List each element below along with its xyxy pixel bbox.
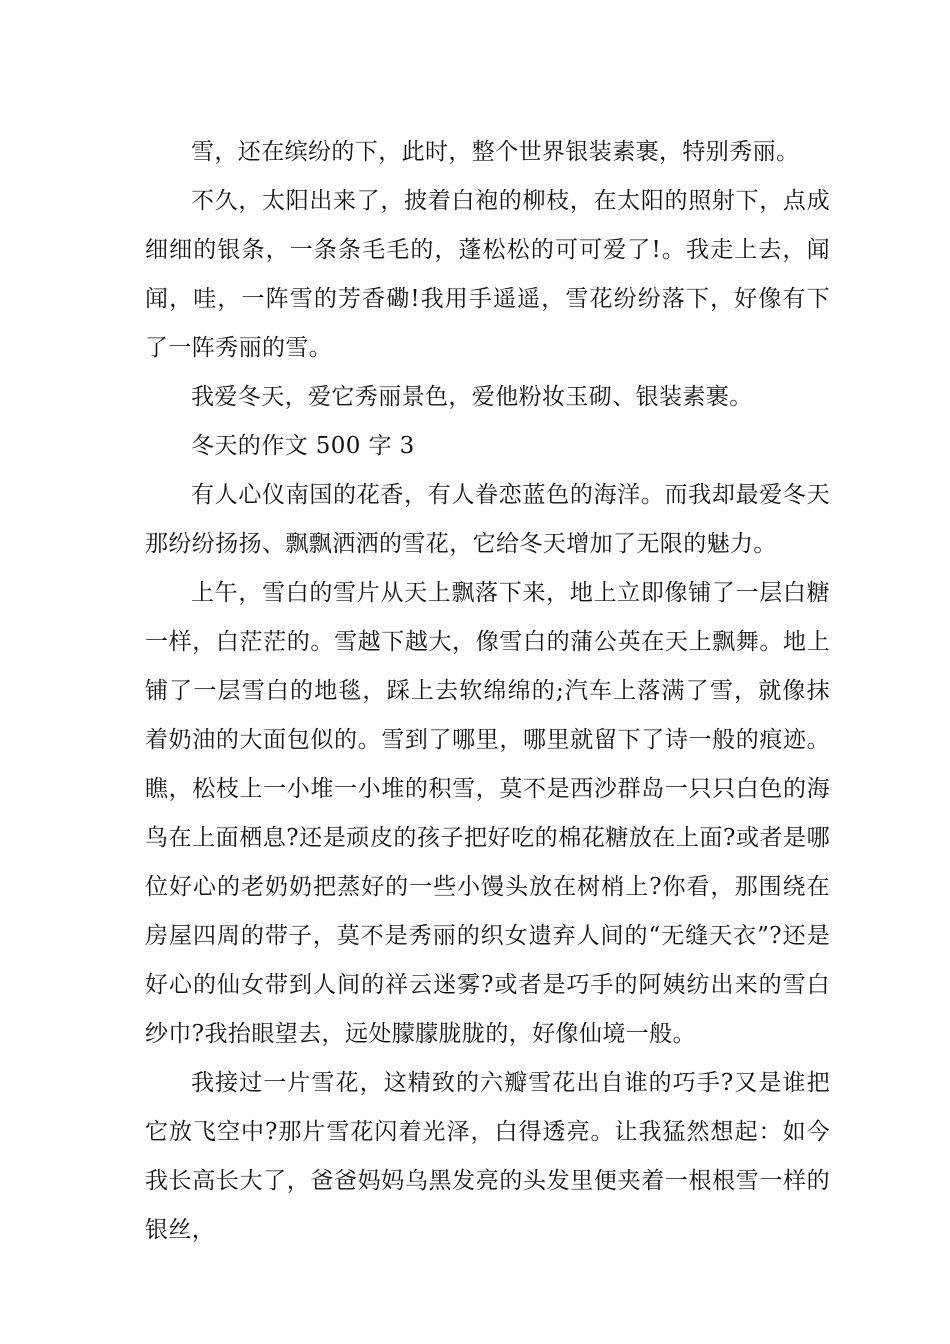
paragraph-sun-willow: 不久，太阳出来了，披着白袍的柳枝，在太阳的照射下，点成细细的银条，一条条毛毛的，蓬松松的可可爱了!。我走上去，闻闻，哇，一阵雪的芳香磡!我用手遥遥，雪花纷纷落下，好像有下了一阵秀丽的雪。: [145, 188, 830, 361]
paragraph-snowflake: 我接过一片雪花，这精致的六瓣雪花出自谁的巧手?又是谁把它放飞空中?那片雪花闪着光泽，白得透亮。让我猛然想起：如今我长高长大了，爸爸妈妈乌黑发亮的头发里便夹着一根根雪一样的银丝，: [145, 1070, 830, 1243]
paragraph-love-winter: 我爱冬天，爱它秀丽景色，爱他粉妆玉砌、银装素裹。: [191, 384, 753, 410]
paragraph-morning-snow: 上午，雪白的雪片从天上飘落下来，地上立即像铺了一层白糖一样，白茫茫的。雪越下越大，像雪白的蒲公英在天上飘舞。地上铺了一层雪白的地毯，踩上去软绵绵的;汽车上落满了雪，就像抹着奶油的大面包似的。雪到了哪里，哪里就留下了诗一般的痕迹。瞧，松枝上一小堆一小堆的积雪，莫不是西沙群岛一只只白色的海鸟在上面栖息?还是顽皮的孩子把好吃的棉花糖放在上面?或者是哪位好心的老奶奶把蒸好的一些小馒头放在树梢上?你看，那围绕在房屋四周的带子，莫不是秀丽的织女遗弃人间的“无缝天衣”?还是好心的仙女带到人间的祥云迷雾?或者是巧手的阿姨纺出来的雪白纱巾?我抬眼望去，远处朦朦胧胧的，好像仙境一般。: [145, 580, 830, 1047]
section-title: 冬天的作文 500 字 3: [191, 433, 415, 459]
paragraph-snow-falling: 雪，还在缤纷的下，此时，整个世界银装素裹，特别秀丽。: [191, 139, 800, 165]
document-body: [145, 128, 830, 1255]
paragraph-intro: 有人心仪南国的花香，有人眷恋蓝色的海洋。而我却最爱冬天那纷纷扬扬、飘飘洒洒的雪花，它给冬天增加了无限的魅力。: [145, 482, 830, 557]
